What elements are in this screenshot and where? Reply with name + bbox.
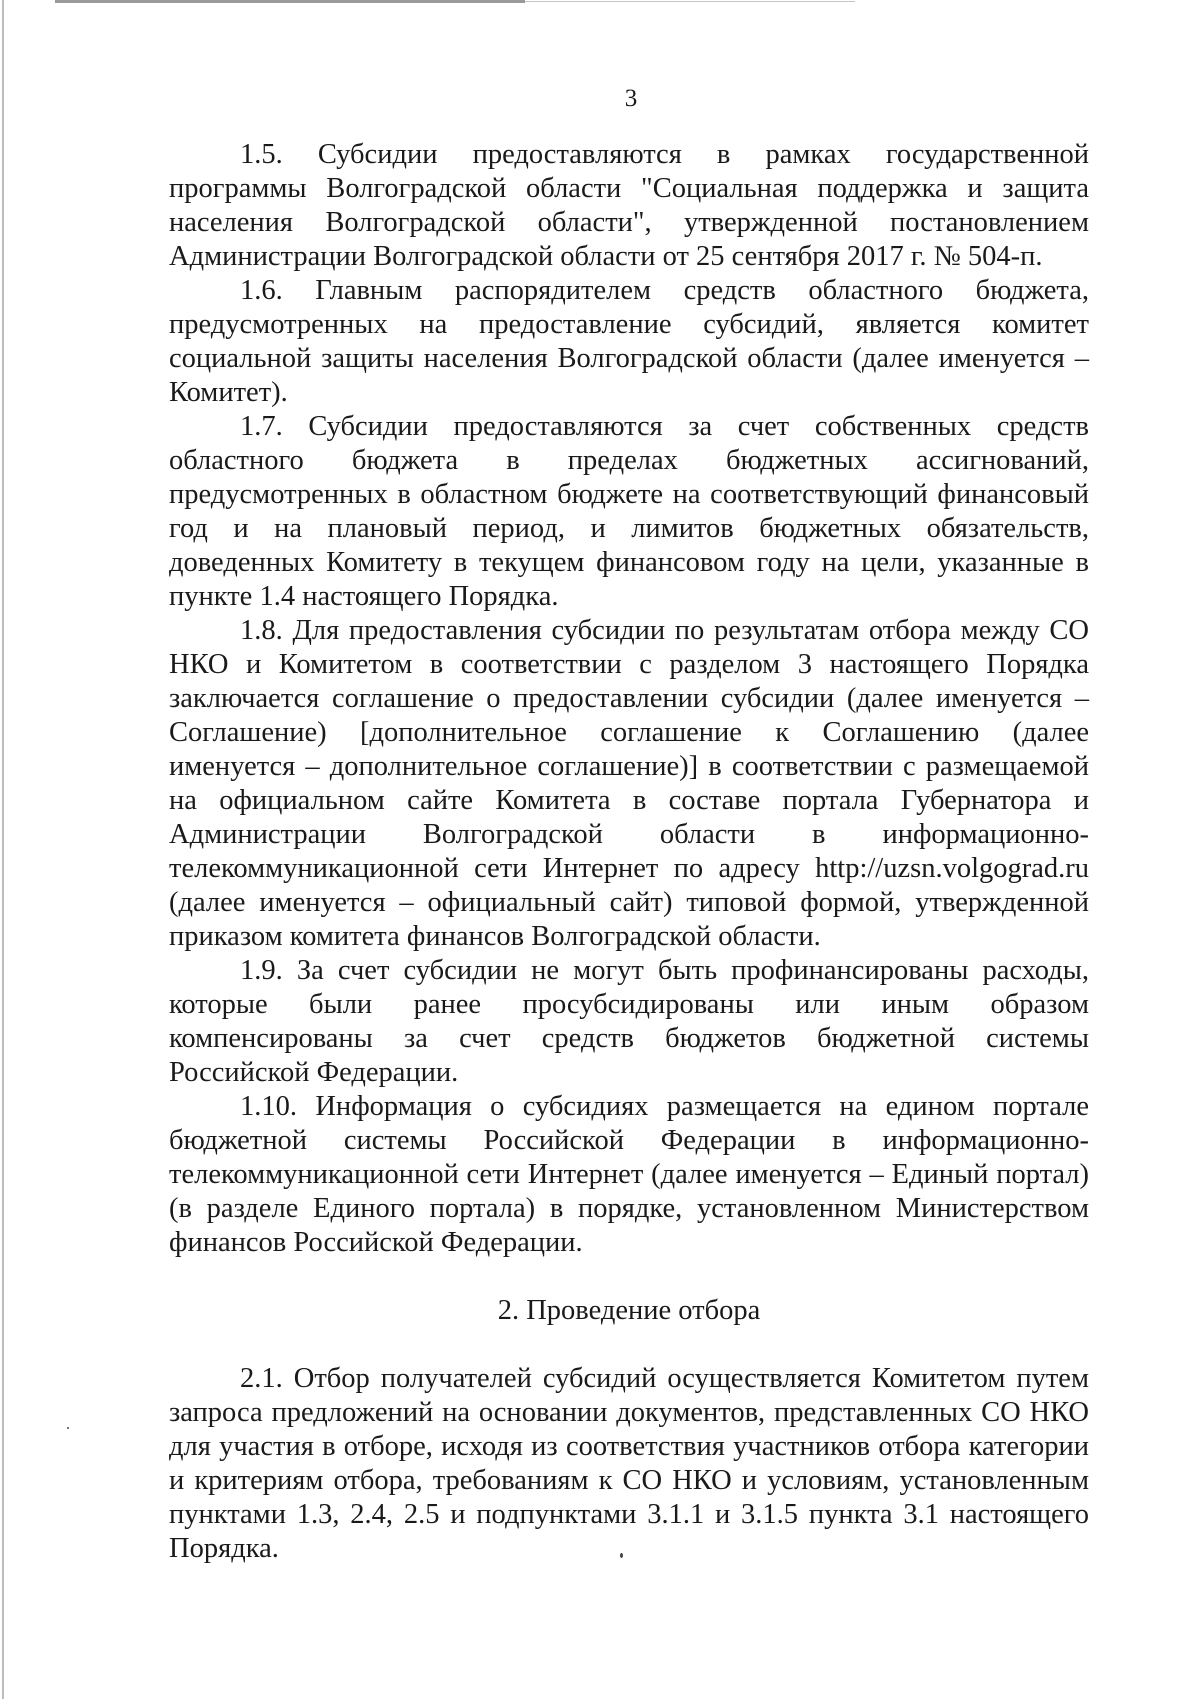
- document-body: [169, 138, 1089, 1566]
- scan-edge-artifact: [525, 1, 855, 2]
- paragraph-2-1: 2.1. Отбор получателей субсидий осуществляется Комитетом путем запроса предложений на основании документов, представленных СО НКО для участия в отборе, исходя из соответствия участников отбора категории и критериям отбора, требованиям к СО НКО и условиям, установленным пунктами 1.3, 2.4, 2.5 и подпунктами 3.1.1 и 3.1.5 пункта 3.1 настоящего Порядка.: [169, 1363, 1089, 1564]
- paragraph-1-5: 1.5. Субсидии предоставляются в рамках государственной программы Волгоградской области "Социальная поддержка и защита населения Волгоградской области", утвержденной постановлением Администрации Волгоградской области от 25 сентября 2017 г. № 504-п.: [169, 139, 1089, 272]
- scan-speck: [67, 1427, 69, 1429]
- paragraph-1-8: 1.8. Для предоставления субсидии по результатам отбора между СО НКО и Комитетом в соответствии с разделом 3 настоящего Порядка заключается соглашение о предоставлении субсидии (далее именуется – Соглашение) [дополнительное соглашение к Соглашению (далее именуется – дополнительное соглашение)] в соответствии с размещаемой на официальном сайте Комитета в составе портала Губернатора и Администрации Волгоградской области в информационно-телекоммуникационной сети Интернет по адресу http://uzsn.volgograd.ru (далее именуется – официальный сайт) типовой формой, утвержденной приказом комитета финансов Волгоградской области.: [169, 615, 1089, 952]
- scan-edge-artifact: [55, 0, 525, 3]
- paragraph-1-7: 1.7. Субсидии предоставляются за счет собственных средств областного бюджета в пределах бюджетных ассигнований, предусмотренных в областном бюджете на соответствующий финансовый год и на плановый период, и лимитов бюджетных обязательств, доведенных Комитету в текущем финансовом году на цели, указанные в пункте 1.4 настоящего Порядка.: [169, 411, 1089, 612]
- paragraph-1-9: 1.9. За счет субсидии не могут быть профинансированы расходы, которые были ранее просубсидированы или иным образом компенсированы за счет средств бюджетов бюджетной системы Российской Федерации.: [169, 955, 1089, 1088]
- paragraph-1-10: 1.10. Информация о субсидиях размещается на едином портале бюджетной системы Российской Федерации в информационно-телекоммуникационной сети Интернет (далее именуется – Единый портал) (в разделе Единого портала) в порядке, установленном Министерством финансов Российской Федерации.: [169, 1091, 1089, 1258]
- scan-edge-artifact: [2, 0, 4, 1699]
- section-heading: 2. Проведение отбора: [497, 1295, 761, 1326]
- paragraph-1-6: 1.6. Главным распорядителем средств областного бюджета, предусмотренных на предоставление субсидий, является комитет социальной защиты населения Волгоградской области (далее именуется – Комитет).: [169, 275, 1089, 408]
- page-number: 3: [624, 85, 638, 112]
